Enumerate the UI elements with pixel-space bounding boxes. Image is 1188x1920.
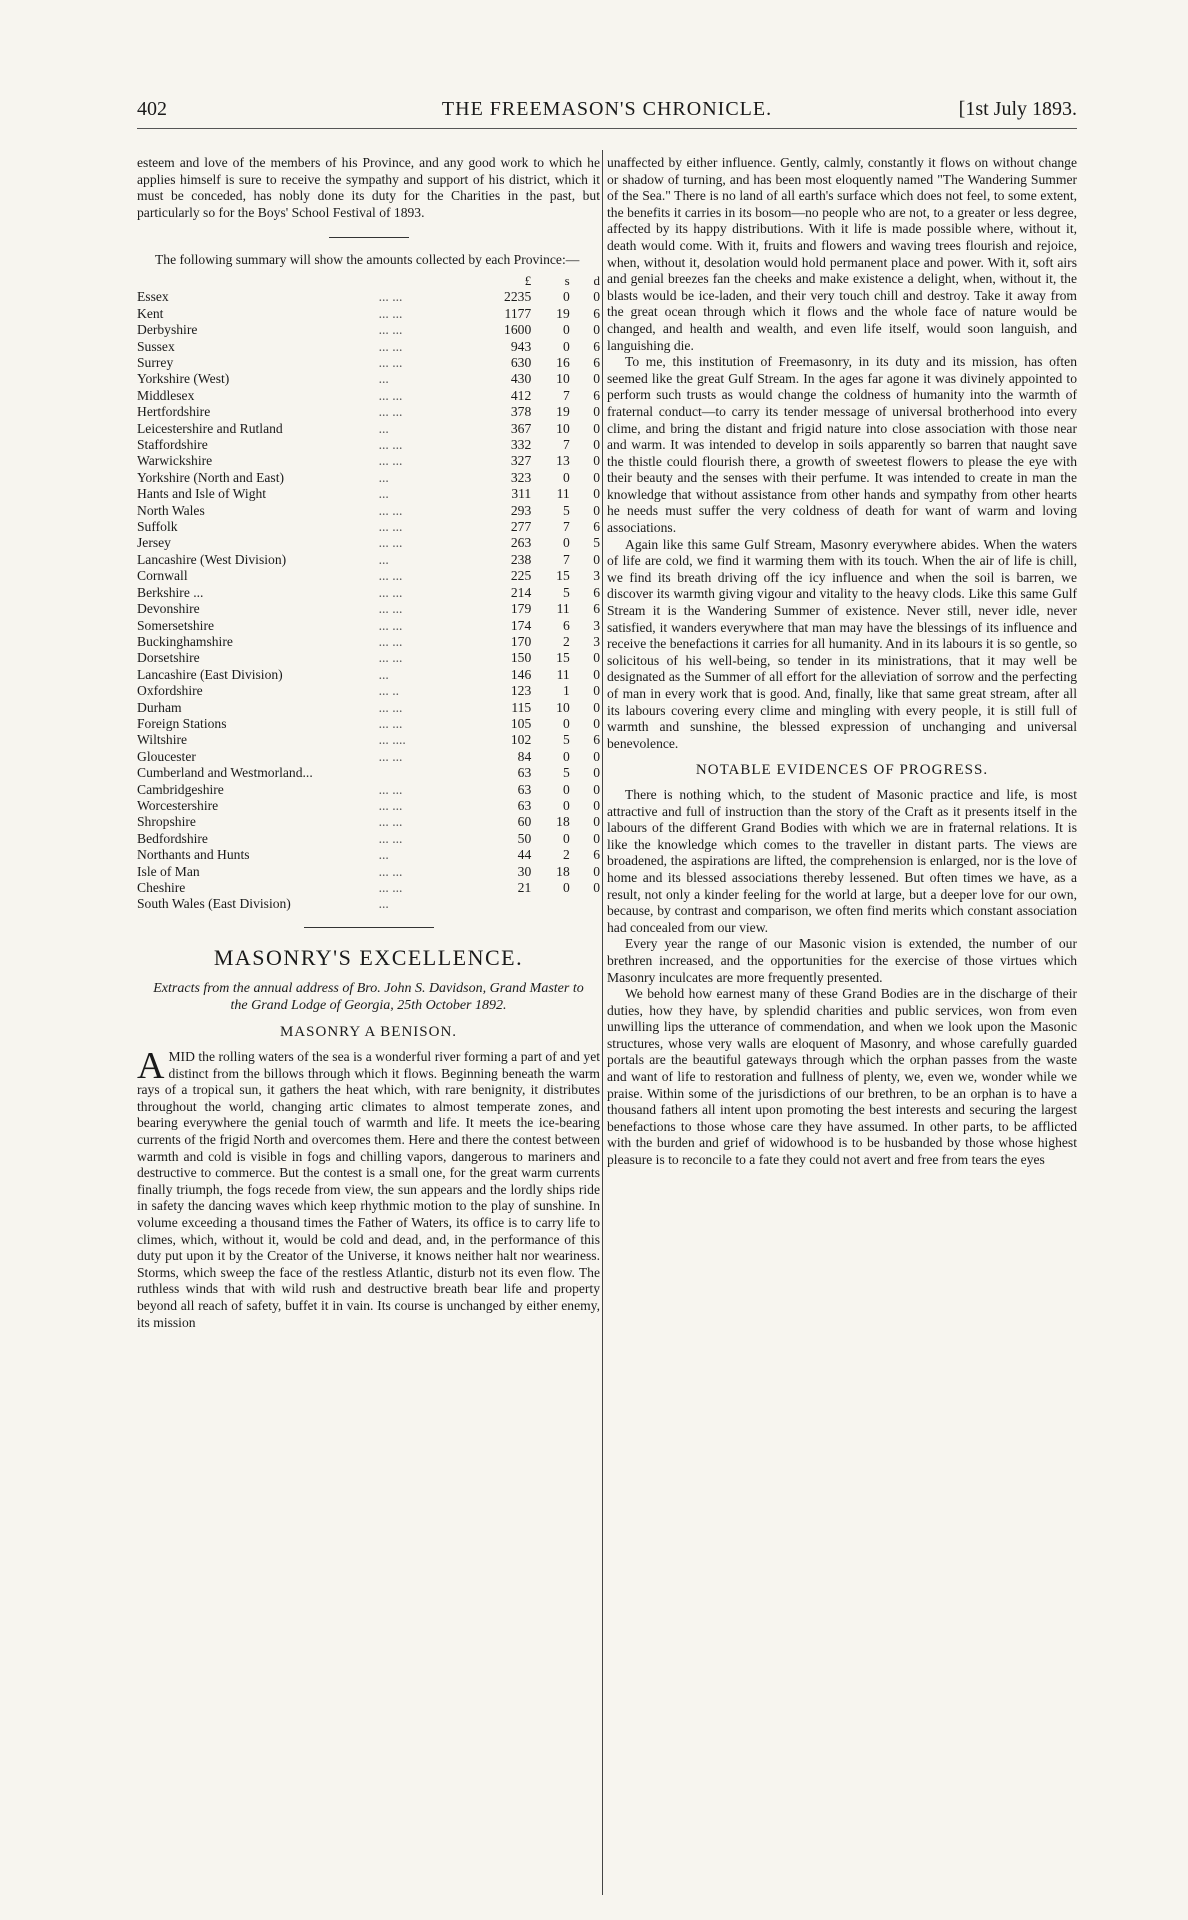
province-name: Jersey (137, 535, 171, 551)
table-row (137, 289, 600, 305)
shillings-value: 11 (556, 666, 570, 682)
province-name: North Wales (137, 502, 205, 518)
shillings-value: 0 (562, 338, 570, 354)
leader-dots: ... ... (378, 289, 403, 305)
province-name: Worcestershire (137, 797, 219, 813)
province-name: Foreign Stations (137, 715, 227, 731)
pounds-value: 105 (510, 715, 532, 731)
pence-value: 0 (593, 404, 600, 420)
pence-value: 0 (593, 797, 600, 813)
province-name: Gloucester (137, 748, 196, 764)
shillings-value: 5 (562, 584, 570, 600)
shillings-value: 2 (562, 847, 570, 863)
province-name: South Wales (East Division) (137, 896, 291, 912)
province-name: Berkshire ... (137, 584, 204, 600)
province-name: Dorsetshire (137, 650, 200, 666)
table-row (137, 404, 600, 420)
pounds-value: 84 (517, 748, 532, 764)
table-row (137, 765, 600, 781)
paragraph: We behold how earnest many of these Grand Bodies are in the discharge of their duties, how they have, by splendid charities and public services, won from even unwilling lips the utterance of commendation, and when we look upon the Masonic structures, whose very walls are eloquent of Masonry, and whose carefully guarded portals are the beautiful gateways through which the orphan passes from the waste and want of life to restoration and fullness of plenty, we, even we, wonder while we praise. Within some of the jurisdictions of our brethren, to be an orphan is to have a thousand fathers all intent upon promoting the best interests and securing the largest benefactions to those whose care they have assumed. In other parts, to be afflicted with the burden and grief of widowhood is to be husbanded by those whose highest pleasure is to reconcile to a fate they could not avert and free from tears the eyes (607, 986, 1077, 1168)
table-row (137, 568, 600, 584)
pence-value: 6 (593, 387, 600, 403)
leader-dots: ... (378, 666, 389, 682)
province-name: Sussex (137, 338, 175, 354)
pence-value: 0 (593, 748, 600, 764)
province-name: Cornwall (137, 568, 188, 584)
shillings-value: 19 (556, 404, 570, 420)
table-row (137, 618, 600, 634)
leader-dots: ... ... (378, 338, 403, 354)
pounds-value: 174 (510, 617, 532, 633)
pence-value: 6 (593, 601, 600, 617)
shillings-value: 18 (556, 814, 570, 830)
pounds-value: 44 (517, 847, 532, 863)
leader-dots: ... ... (378, 519, 403, 535)
leader-dots: ... ... (378, 814, 403, 830)
shillings-value: 0 (562, 535, 570, 551)
shillings-value: 0 (562, 797, 570, 813)
province-name: Essex (137, 289, 169, 305)
shillings-value: 7 (562, 551, 570, 567)
intro-paragraph: esteem and love of the members of his Province, and any good work to which he applies himself is sure to receive the sympathy and support of his district, which it must be conceded, has nobly done its duty for the Charities in the past, but particularly so for the Boys' School Festival of 1893. (137, 155, 600, 220)
shillings-value: 6 (562, 617, 570, 633)
right-column (607, 155, 1077, 1169)
table-row (137, 847, 600, 863)
province-name: Lancashire (East Division) (137, 666, 283, 682)
table-row (137, 601, 600, 617)
pounds-value: 1177 (504, 305, 532, 321)
province-name: Hertfordshire (137, 404, 211, 420)
pence-value: 0 (593, 551, 600, 567)
province-name: Warwickshire (137, 453, 213, 469)
pounds-value: 277 (510, 519, 532, 535)
pence-value: 6 (593, 355, 600, 370)
leader-dots: ... ... (378, 322, 403, 338)
left-column (137, 155, 600, 1331)
table-row (137, 814, 600, 830)
pence-value: 0 (593, 830, 600, 846)
shillings-value: 0 (562, 781, 570, 797)
leader-dots: ... (378, 371, 389, 387)
pence-value: 0 (593, 453, 600, 469)
pence-value: 0 (593, 683, 600, 699)
leader-dots: ... ... (378, 633, 403, 649)
pounds-value: 630 (510, 355, 532, 370)
masthead-title: THE FREEMASON'S CHRONICLE. (441, 98, 773, 120)
pounds-value: 21 (517, 880, 532, 895)
leader-dots: ... ... (378, 715, 403, 731)
pounds-value: 323 (510, 469, 532, 485)
page-header (137, 98, 1077, 132)
pence-value: 0 (593, 650, 600, 666)
article-subtitle: Extracts from the annual address of Bro. John S. Davidson, Grand Master to the Grand Lodge of Georgia, 25th October 1892. (153, 981, 584, 1014)
shillings-value: 16 (556, 355, 570, 370)
shillings-value: 5 (562, 732, 570, 748)
pounds-value: 378 (510, 404, 532, 420)
pence-value: 0 (593, 765, 600, 781)
shillings-value: 7 (562, 437, 570, 453)
pence-value: 0 (593, 437, 600, 453)
paragraph: unaffected by either influence. Gently, calmly, constantly it flows on without change or shadow of turning, and has been most eloquently named "The Wandering Summer of the Sea." There is no land of all earth's surface which does not feel, to some extent, the benefits it carries in its bosom—no people who are not, to a greater or less degree, affected by its happy distributions. With it life is made possible where, without it, death would come. With it, fruits and flowers and waving trees flourish and rejoice, when, without it, desolation would hold permanent place and power. With it, soft airs and genial breezes fan the cheeks and make existence a delight, when, without it, the blasts would be ice-laden, and their very touch chill and destroy. Take it away from the great ocean through which it flows and the whole face of nature would be changed, and health and wealth, and even life itself, would soon languish, and languishing die. (607, 155, 1077, 353)
province-name: Surrey (137, 355, 174, 370)
leader-dots: ... ... (378, 584, 403, 600)
leader-dots: ... (378, 469, 389, 485)
pounds-value: 430 (510, 371, 532, 387)
table-row (137, 650, 600, 666)
pence-value: 0 (593, 469, 600, 485)
header-rule (137, 128, 1077, 129)
issue-date: [1st July 1893. (958, 98, 1077, 120)
shillings-value: 5 (562, 502, 570, 518)
province-name: Oxfordshire (137, 683, 203, 699)
pounds-value: 332 (510, 437, 532, 453)
paragraph: There is nothing which, to the student of Masonic practice and life, is most attractive and full of instruction than the story of the Craft as it presents itself in the labours of the different Grand Bodies with which we are in fraternal relations. It is like the knowledge which comes to the traveller in distant parts. The views are broadened, the aspirations are lifted, the comprehension is enlarged, nor is the love of home and its blessed associations thereby lessened. But often times we have, as a result, not only a kinder feeling for the world at large, but a deeper love for our own, because, by contrast and comparison, we often find merits which constant association had concealed from our view. (607, 786, 1077, 935)
shillings-value: 5 (562, 765, 570, 781)
table-row (137, 421, 600, 437)
table-row (137, 339, 600, 355)
shillings-value: 0 (562, 880, 570, 895)
province-name: Cumberland and Westmorland... (137, 765, 313, 781)
pence-value: 0 (593, 699, 600, 715)
table-row (137, 700, 600, 716)
pounds-value: 311 (511, 486, 532, 502)
leader-dots: ... ... (378, 650, 403, 666)
pounds-value: 146 (510, 666, 532, 682)
leader-dots: ... (378, 420, 389, 436)
table-row (137, 864, 600, 880)
leader-dots: ... ... (378, 699, 403, 715)
province-name: Isle of Man (137, 863, 200, 879)
pence-value: 3 (593, 633, 600, 649)
leader-dots: ... ... (378, 404, 403, 420)
leader-dots: ... (378, 896, 389, 912)
pounds-value: 367 (510, 420, 532, 436)
province-name: Hants and Isle of Wight (137, 486, 267, 502)
pence-value: 0 (593, 814, 600, 830)
section-heading: NOTABLE EVIDENCES OF PROGRESS. (695, 762, 989, 779)
table-row (137, 371, 600, 387)
province-name: Yorkshire (North and East) (137, 469, 284, 485)
pounds-value: 150 (510, 650, 532, 666)
leader-dots: ... ... (378, 880, 403, 895)
pounds-value: 943 (510, 338, 532, 354)
shillings-value: 0 (562, 830, 570, 846)
table-row (137, 634, 600, 650)
pounds-value: 327 (510, 453, 532, 469)
shillings-value: 2 (562, 633, 570, 649)
pence-value: 3 (593, 617, 600, 633)
pounds-value: 63 (517, 765, 532, 781)
article-rule (304, 927, 434, 928)
pence-value: 0 (593, 486, 600, 502)
province-name: Leicestershire and Rutland (137, 420, 283, 436)
shillings-value: 7 (562, 387, 570, 403)
pence-value: 0 (593, 420, 600, 436)
pence-value: 0 (593, 502, 600, 518)
leader-dots: ... (378, 847, 389, 863)
province-name: Cheshire (137, 880, 186, 895)
table-row (137, 585, 600, 601)
shillings-value: 7 (562, 519, 570, 535)
pounds-value: 63 (517, 797, 532, 813)
column-divider (602, 150, 603, 1895)
leader-dots: ... ... (378, 535, 403, 551)
pounds-value: 102 (510, 732, 532, 748)
pounds-value: 115 (511, 699, 532, 715)
pence-value: 0 (593, 322, 600, 338)
table-row (137, 470, 600, 486)
table-row (137, 453, 600, 469)
section-heading: MASONRY A BENISON. (279, 1024, 458, 1041)
table-row (137, 306, 600, 322)
pounds-value: 170 (510, 633, 532, 649)
pounds-value: 123 (510, 683, 532, 699)
leader-dots: ... ... (378, 617, 403, 633)
pence-value: 0 (593, 666, 600, 682)
paragraph: Again like this same Gulf Stream, Masonry everywhere abides. When the waters of life are cold, we find it warming them with its touch. When the air of life is chill, we find its breath driving off the icy influence and when the soil is barren, we discover its warmth giving vigour and vitality to the heavy clods. Like this same Gulf Stream it is the Wandering Summer of existence. Never still, never idle, never satisfied, it wanders everywhere that man may have the blessings of its influence and receive the benefactions it carries for all humanity. And in its labours it is so gentle, so solicitous of his well-being, so tender in its ministrations, that it may well be designated as the Summer of all effort for the alleviation of sorrow and the perfecting of man in every work that is good. And, finally, like that same great stream, after all its labours covering every clime and mingling with every people, it is still full of warmth and sunshine, the blessed expression of unchanging and universal benevolence. (607, 536, 1077, 751)
shillings-value: 10 (556, 420, 570, 436)
table-row (137, 552, 600, 568)
leader-dots: ... ... (378, 863, 403, 879)
table-row (137, 732, 600, 748)
pounds-value: 263 (510, 535, 532, 551)
page-number: 402 (137, 98, 167, 120)
pence-value: 0 (593, 781, 600, 797)
province-name: Somersetshire (137, 617, 215, 633)
leader-dots: ... (378, 551, 389, 567)
province-name: Northants and Hunts (137, 847, 250, 863)
pence-value: 0 (593, 715, 600, 731)
section-body-text: MID the rolling waters of the sea is a wonderful river forming a part of and yet distinct from the billows through which it flows. Beginning beneath the warm rays of a tropical sun, it gathers the heat which, with rare benignity, it distributes throughout the world, changing artic climates to almost temperate zones, and bearing everywhere the genial touch of warmth and life. It meets the ice-bearing currents of the frigid North and overcomes them. Here and there the contest between warmth and cold is visible in fogs and chilling vapors, dangerous to mariners and destructive to commerce. But the contest is a small one, for the great warm currents finally triumph, the fogs recede from view, the sun appears and the lordly ships ride in safety the dancing waves which keep rhythmic motion to the play of sunshine. In volume exceeding a thousand times the Father of Waters, its office is to carry life to climes, which, without it, would be cold and dead, and, in the performance of this duty put upon it by the Creator of the Universe, it knows neither halt nor weariness. Storms, which sweep the face of the restless Atlantic, disturb not its even flow. The ruthless winds that with wild rush and destructive breath bear life and property beyond all reach of safety, buffet it in vain. Its course is unchanged by either enemy, its mission (137, 1049, 600, 1330)
shillings-value: 11 (556, 486, 570, 502)
table-row (137, 896, 600, 912)
table-row (137, 683, 600, 699)
shillings-value: 0 (562, 715, 570, 731)
table-row (137, 519, 600, 535)
pence-value: 6 (593, 519, 600, 535)
shillings-header: s (564, 272, 570, 288)
pence-value: 0 (593, 863, 600, 879)
province-name: Buckinghamshire (137, 633, 233, 649)
shillings-value: 11 (556, 601, 570, 617)
pence-value: 0 (593, 289, 600, 305)
leader-dots: ... ... (378, 387, 403, 403)
province-name: Devonshire (137, 601, 200, 617)
shillings-value: 10 (556, 699, 570, 715)
pence-value: 6 (593, 338, 600, 354)
pence-value: 6 (593, 584, 600, 600)
pounds-value: 179 (510, 601, 532, 617)
leader-dots: ... ... (378, 748, 403, 764)
article-title: MASONRY'S EXCELLENCE. (213, 944, 524, 970)
table-row (137, 667, 600, 683)
shillings-value: 19 (556, 305, 570, 321)
province-name: Middlesex (137, 387, 195, 403)
shillings-value: 1 (562, 683, 570, 699)
table-row (137, 716, 600, 732)
table-row (137, 535, 600, 551)
pence-value: 6 (593, 732, 600, 748)
shillings-value: 15 (556, 568, 570, 584)
pence-value: 5 (593, 535, 600, 551)
shillings-value: 10 (556, 371, 570, 387)
pounds-value: 1600 (504, 322, 532, 338)
province-name: Lancashire (West Division) (137, 551, 287, 567)
province-name: Cambridgeshire (137, 781, 224, 797)
province-name: Durham (137, 699, 182, 715)
shillings-value: 18 (556, 863, 570, 879)
paragraph: Every year the range of our Masonic vision is extended, the number of our brethren increased, and the opportunities for the exercise of those virtues which Masonry inculcates are more frequently presented. (607, 936, 1077, 985)
shillings-value: 0 (562, 322, 570, 338)
table-header-row (137, 273, 600, 289)
section-rule (329, 237, 409, 238)
pence-value: 6 (593, 847, 600, 863)
province-name: Wiltshire (137, 732, 188, 748)
province-name: Bedfordshire (137, 830, 208, 846)
pounds-value: 63 (517, 781, 532, 797)
province-name: Staffordshire (137, 437, 208, 453)
shillings-value: 0 (562, 469, 570, 485)
table-row (137, 831, 600, 847)
leader-dots: ... (378, 486, 389, 502)
pence-value: 0 (593, 371, 600, 387)
pence-value: 0 (593, 880, 600, 895)
province-name: Yorkshire (West) (137, 371, 230, 387)
paragraph: To me, this institution of Freemasonry, in its duty and its mission, has often seemed like the great Gulf Stream. In the ages far agone it was divinely appointed to perform such trusts as would change the coldness of humanity into the warmth of fraternal conduct—to carry its tender message of universal brotherhood into every clime, and bring the distant and frigid nature into close association with those near and warm. It was intended to develop in soils apparently so barren that naught save the thistle could flourish there, a growth of sweetest flowers to please the eye with their beauty and the senses with their perfume. It was intended to create in man the knowledge that without assistance from other hands and sympathy from other hearts he needs must suffer the very coldness of death for want of warm and loving associations. (607, 354, 1077, 536)
pounds-value: 50 (517, 830, 532, 846)
pence-value: 3 (593, 568, 600, 584)
table-row (137, 355, 600, 371)
pounds-value: 30 (517, 863, 532, 879)
table-row (137, 486, 600, 502)
collections-table (137, 273, 600, 913)
pounds-value: 293 (510, 502, 532, 518)
leader-dots: ... ... (378, 797, 403, 813)
pounds-value: 225 (510, 568, 532, 584)
pounds-value: 60 (517, 814, 532, 830)
pence-value: 6 (593, 305, 600, 321)
table-row (137, 322, 600, 338)
shillings-value: 15 (556, 650, 570, 666)
table-row (137, 782, 600, 798)
shillings-value: 0 (562, 289, 570, 305)
pounds-value: 214 (510, 584, 532, 600)
leader-dots: ... ... (378, 437, 403, 453)
table-row (137, 798, 600, 814)
pence-value (570, 896, 600, 912)
leader-dots: ... .... (378, 732, 406, 748)
shillings-value: 13 (556, 453, 570, 469)
pounds-value (468, 896, 531, 912)
shillings-value (531, 896, 570, 912)
pounds-value: 412 (510, 387, 532, 403)
pounds-value: 238 (510, 551, 532, 567)
leader-dots: ... ... (378, 305, 403, 321)
summary-intro: The following summary will show the amounts collected by each Province:— (155, 252, 580, 268)
leader-dots: ... ... (378, 355, 403, 370)
table-row (137, 749, 600, 765)
table-row (137, 503, 600, 519)
leader-dots: ... ... (378, 453, 403, 469)
leader-dots: ... ... (378, 601, 403, 617)
drop-cap: A (137, 1045, 165, 1087)
leader-dots: ... ... (378, 830, 403, 846)
province-name: Derbyshire (137, 322, 198, 338)
pence-header: d (593, 272, 600, 288)
table-row (137, 388, 600, 404)
table-row (137, 437, 600, 453)
section-body (137, 1045, 600, 1331)
shillings-value: 0 (562, 748, 570, 764)
pounds-header: £ (524, 272, 532, 288)
province-name: Shropshire (137, 814, 196, 830)
leader-dots: ... ... (378, 502, 403, 518)
province-name: Kent (137, 305, 164, 321)
province-name: Suffolk (137, 519, 178, 535)
table-row (137, 880, 600, 896)
leader-dots (379, 765, 468, 781)
leader-dots: ... ... (378, 781, 403, 797)
pounds-value: 2235 (504, 289, 532, 305)
leader-dots: ... .. (378, 683, 399, 699)
leader-dots: ... ... (378, 568, 403, 584)
